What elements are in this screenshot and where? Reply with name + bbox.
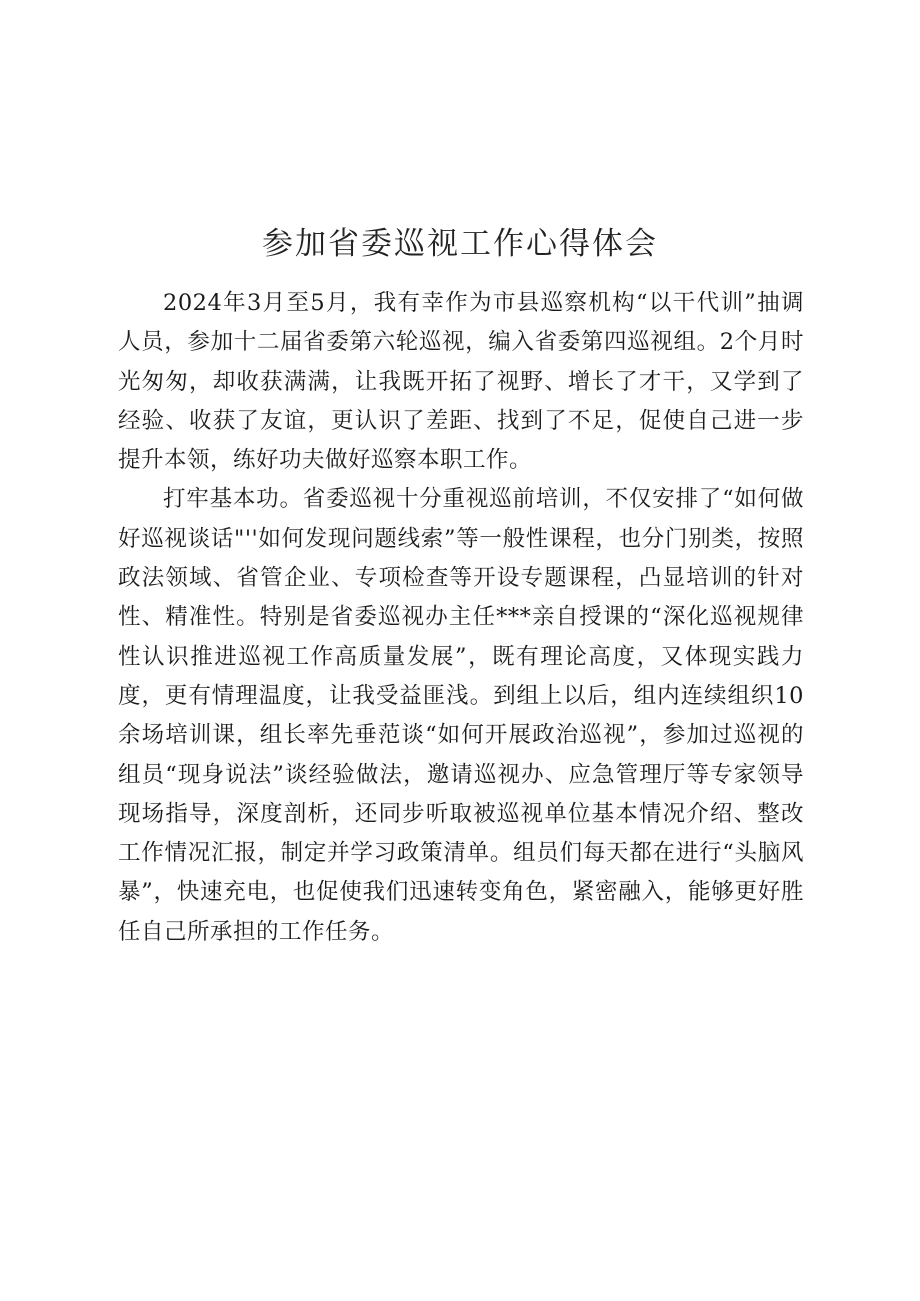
document-body bbox=[118, 284, 804, 952]
document-title: 参加省委巡视工作心得体会 bbox=[262, 226, 658, 262]
paragraph-training: 打牢基本功。省委巡视十分重视巡前培训，不仅安排了“如何做好巡视谈话"''如何发现问题线索”等一般性课程，也分门别类，按照政法领域、省管企业、专项检查等开设专题课程，凸显培训的针对性、精准性。特别是省委巡视办主任***亲自授课的“深化巡视规律性认识推进巡视工作高质量发展”，既有理论高度，又体现实践力度，更有情理温度，让我受益匪浅。到组上以后，组内连续组织10余场培训课，组长率先垂范谈“如何开展政治巡视”，参加过巡视的组员“现身说法”谈经验做法，邀请巡视办、应急管理厅等专家领导现场指导，深度剖析，还同步听取被巡视单位基本情况介绍、整改工作情况汇报，制定并学习政策清单。组员们每天都在进行“头脑风暴”，快速充电，也促使我们迅速转变角色，紧密融入，能够更好胜任自己所承担的工作任务。 bbox=[118, 486, 804, 945]
paragraph-intro: 2024年3月至5月，我有幸作为市县巡察机构“以干代训”抽调人员，参加十二届省委第六轮巡视，编入省委第四巡视组。2个月时光匆匆，却收获满满，让我既开拓了视野、增长了才干，又学到了经验、收获了友谊，更认识了差距、找到了不足，促使自己进一步提升本领，练好功夫做好巡察本职工作。 bbox=[118, 290, 804, 474]
